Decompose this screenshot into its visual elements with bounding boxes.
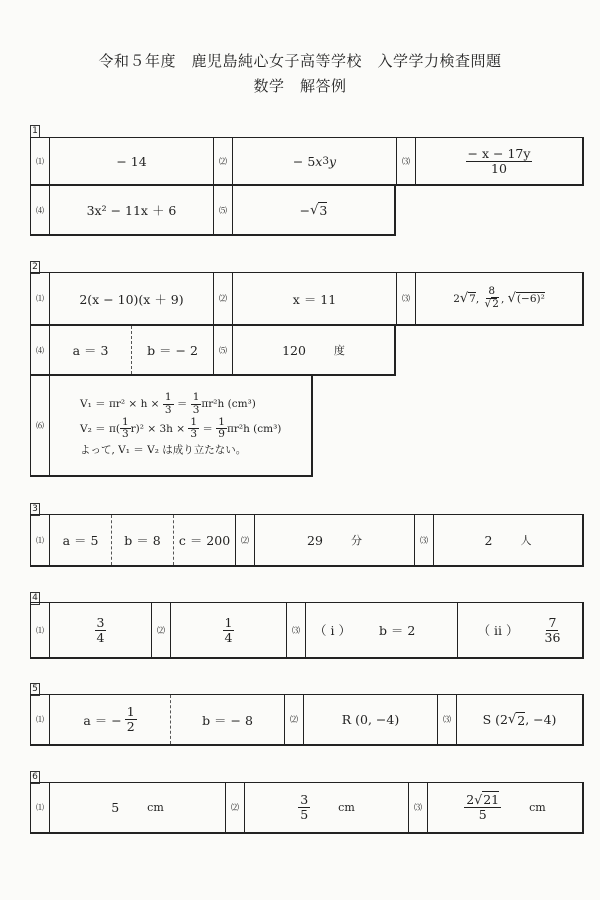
answer-2-6-line-1-pre: V₁ ＝ πr² × h ×	[80, 398, 163, 411]
answer-2-3-comma-2: ,	[500, 292, 505, 305]
sqrt-icon: √	[459, 291, 469, 306]
answer-5-3	[457, 695, 582, 744]
question-label: ⑸	[214, 186, 233, 234]
answer-4-2-denominator: 4	[224, 629, 233, 645]
answer-2-2: x ＝ 11	[233, 273, 397, 324]
answer-1-5-prefix: −	[299, 202, 311, 218]
answer-3-1-b: b ＝ 8	[112, 515, 174, 565]
fraction-numerator: 1	[190, 415, 198, 428]
answer-4-3-ii	[458, 603, 582, 657]
answer-2-6	[50, 376, 311, 475]
question-label: ⑶	[415, 515, 434, 565]
question-label: ⑴	[31, 783, 50, 832]
answer-2-6-line-2	[80, 417, 281, 441]
answer-3-2-value: 29	[307, 532, 323, 548]
fraction-denominator: 3	[164, 403, 172, 416]
question-label: ⑵	[214, 273, 233, 324]
answer-2-6-line-3: よって, V₁ ＝ V₂ は成り立たない。	[80, 443, 247, 456]
section-4-row-1	[30, 602, 584, 659]
fraction-numerator: 1	[164, 391, 172, 404]
section-1-row-2	[30, 186, 396, 236]
question-label: ⑴	[31, 515, 50, 565]
answer-2-6-line-1-mid: ＝	[173, 398, 191, 411]
question-label: ⑴	[31, 603, 50, 657]
question-label: ⑴	[31, 273, 50, 324]
answer-6-3-numerator-radicand: 21	[483, 792, 500, 808]
answer-5-1-a-denominator: 2	[126, 719, 135, 734]
answer-6-1-value: 5	[111, 800, 120, 815]
answer-5-3-prefix: S (2	[482, 712, 508, 727]
answer-3-3	[434, 515, 582, 565]
section-2-number: 2	[30, 261, 40, 274]
section-5-number: 5	[30, 683, 40, 696]
answer-2-6-line-2-eq: ＝	[199, 422, 217, 435]
answer-6-2-denominator: 5	[300, 807, 309, 822]
fraction-denominator: 3	[121, 428, 129, 441]
fraction-numerator: 1	[218, 415, 225, 428]
answer-2-6-line-2-mid: r)² × 3h ×	[130, 422, 189, 435]
question-label: ⑶	[397, 138, 416, 184]
answer-4-1	[50, 603, 152, 657]
section-2-row-2	[30, 326, 396, 376]
question-label: ⑷	[31, 326, 50, 374]
section-4-number: 4	[30, 592, 40, 605]
sqrt-icon: √	[507, 712, 517, 727]
answer-1-5-radicand: 3	[319, 203, 328, 218]
answer-3-3-value: 2	[484, 532, 493, 548]
question-label: ⑵	[214, 138, 233, 184]
answer-6-2-numerator: 3	[300, 792, 309, 808]
answer-4-3-ii-denominator: 36	[544, 629, 561, 645]
answer-4-3-i	[306, 603, 458, 657]
answer-2-3-denominator-radicand: 2	[492, 298, 499, 310]
question-label: ⑴	[31, 138, 50, 184]
answer-2-3-coef: 2	[453, 292, 460, 305]
answer-2-3-comma: ,	[475, 292, 480, 305]
question-label: ⑹	[31, 376, 50, 475]
answer-6-1-unit: cm	[147, 801, 164, 814]
answer-5-2: R (0, −4)	[304, 695, 438, 744]
answer-1-2	[233, 138, 397, 184]
question-label: ⑷	[31, 186, 50, 234]
sqrt-icon: √	[484, 298, 492, 310]
section-2-row-3	[30, 376, 313, 477]
answer-6-1	[50, 783, 226, 832]
answer-5-3-radicand: 2	[517, 712, 526, 728]
fraction-denominator: 3	[190, 428, 198, 441]
question-label: ⑵	[152, 603, 171, 657]
answer-6-2	[245, 783, 409, 832]
section-5-row-1	[30, 694, 584, 746]
answer-6-3	[428, 783, 582, 832]
page-subtitle: 数学 解答例	[253, 77, 347, 95]
answer-5-1-a	[50, 695, 171, 744]
section-3-row-1	[30, 514, 584, 567]
answer-1-2-prefix: − 5	[292, 153, 316, 169]
answer-1-3-numerator: − x − 17y	[467, 145, 531, 161]
answer-5-1-a-prefix: a ＝ −	[83, 712, 122, 728]
section-1-number: 1	[30, 125, 40, 138]
answer-2-4-a: a ＝ 3	[50, 326, 132, 374]
answer-1-3-denominator: 10	[491, 160, 507, 176]
question-label: ⑶	[409, 783, 428, 832]
answer-2-3-radicand-1: 7	[469, 293, 476, 305]
answer-1-5	[233, 186, 394, 234]
answer-1-1: − 14	[50, 138, 214, 184]
answer-2-1: 2(x − 10)(x ＋ 9)	[50, 273, 214, 324]
question-label: ⑵	[236, 515, 255, 565]
answer-2-6-line-2-pre: V₂ ＝ π(	[80, 422, 120, 435]
answer-2-5-value: 120	[282, 342, 306, 358]
page-title: 令和５年度 鹿児島純心女子高等学校 入学学力検査問題	[98, 52, 502, 70]
answer-2-3-radicand-3: (−6)²	[516, 293, 545, 305]
fraction-numerator: 1	[121, 415, 129, 428]
answer-2-6-line-2-post: πr²h (cm³)	[226, 422, 282, 435]
answer-2-3	[416, 273, 582, 324]
answer-6-3-unit: cm	[529, 801, 546, 814]
answer-5-1-b: b ＝ − 8	[171, 695, 285, 744]
answer-4-3-ii-numerator: 7	[548, 614, 557, 630]
question-label: ⑸	[214, 326, 233, 374]
fraction-denominator: 9	[218, 428, 225, 441]
answer-6-2-unit: cm	[338, 801, 355, 814]
answer-1-2-y: y	[329, 153, 337, 169]
question-label: ⑴	[31, 695, 50, 744]
question-label: ⑵	[285, 695, 304, 744]
answer-5-3-suffix: , −4)	[525, 712, 557, 727]
answer-1-2-x: x	[315, 153, 323, 169]
answer-2-6-line-1-post: πr²h (cm³)	[201, 398, 256, 411]
answer-6-3-numerator-coef: 2	[466, 792, 475, 808]
section-6-row-1	[30, 782, 584, 834]
question-label: ⑶	[397, 273, 416, 324]
section-2-row-1	[30, 272, 584, 326]
answer-3-3-unit: 人	[520, 534, 532, 547]
answer-4-1-numerator: 3	[96, 614, 105, 630]
section-3-number: 3	[30, 503, 40, 516]
section-6-number: 6	[30, 771, 40, 784]
answer-4-2-numerator: 1	[224, 614, 233, 630]
fraction-numerator: 1	[192, 391, 200, 404]
question-label: ⑶	[287, 603, 306, 657]
sqrt-icon: √	[310, 202, 319, 218]
answer-4-3-ii-label: （ ii ）	[477, 623, 519, 638]
answer-2-3-numerator: 8	[488, 285, 496, 298]
answer-4-2	[171, 603, 287, 657]
answer-1-4: 3x² − 11x ＋ 6	[50, 186, 214, 234]
answer-2-6-line-1	[80, 392, 256, 416]
answer-5-1-a-numerator: 1	[126, 704, 135, 720]
question-label: ⑵	[226, 783, 245, 832]
answer-4-3-i-value: b ＝ 2	[378, 623, 416, 638]
answer-6-3-denominator: 5	[478, 807, 487, 822]
answer-2-5-unit: 度	[333, 344, 345, 357]
answer-4-3-i-label: （ i ）	[314, 623, 351, 638]
answer-2-4-b: b ＝ − 2	[132, 326, 214, 374]
answer-2-5	[233, 326, 394, 374]
section-1-row-1	[30, 137, 584, 186]
answer-1-2-exp: 3	[322, 155, 330, 167]
answer-1-3	[416, 138, 582, 184]
fraction-denominator: 3	[192, 403, 200, 416]
question-label: ⑶	[438, 695, 457, 744]
answer-3-2-unit: 分	[350, 534, 362, 547]
answer-3-2	[255, 515, 415, 565]
answer-3-1-a: a ＝ 5	[50, 515, 112, 565]
answer-4-1-denominator: 4	[96, 629, 105, 645]
sqrt-icon: √	[474, 792, 483, 808]
answer-3-1-c: c ＝ 200	[174, 515, 236, 565]
sqrt-icon: √	[507, 291, 516, 306]
